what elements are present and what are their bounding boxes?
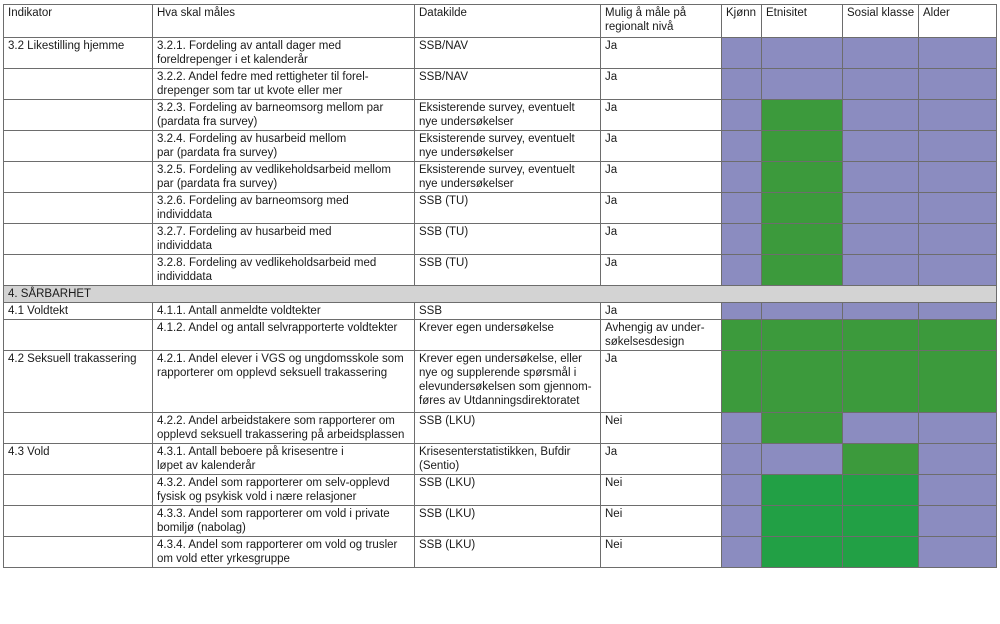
alder-cell <box>919 100 997 131</box>
indikator-cell <box>4 162 153 193</box>
etnisitet-cell <box>762 100 843 131</box>
alder-cell <box>919 320 997 351</box>
etnisitet-cell <box>762 475 843 506</box>
sosial-klasse-cell <box>843 413 919 444</box>
datakilde-cell <box>415 444 601 475</box>
datakilde-cell-line: nye undersøkelser <box>419 116 514 128</box>
etnisitet-cell <box>762 444 843 475</box>
etnisitet-cell <box>762 162 843 193</box>
regional-cell <box>601 255 722 286</box>
sosial-klasse-cell <box>843 100 919 131</box>
datakilde-cell-line: nye undersøkelser <box>419 147 514 159</box>
datakilde-cell-line: Krever egen undersøkelse, eller <box>419 353 582 365</box>
datakilde-cell-line: Eksisterende survey, eventuelt <box>419 133 575 145</box>
hva-skal-males-cell-line: 4.2.1. Andel elever i VGS og ungdomsskole som <box>157 353 404 365</box>
regional-cell-line: Nei <box>605 508 623 520</box>
table-row <box>4 475 997 506</box>
hva-skal-males-cell-line: (pardata fra survey) <box>157 116 258 128</box>
regional-cell <box>601 413 722 444</box>
table-row <box>4 320 997 351</box>
sosial-klasse-cell <box>843 351 919 413</box>
sosial-klasse-cell <box>843 131 919 162</box>
table-header-row <box>4 5 997 38</box>
kjonn-cell <box>722 69 762 100</box>
indikator-cell <box>4 475 153 506</box>
hva-skal-males-cell-line: 4.2.2. Andel arbeidstakere som rapporterer om <box>157 415 395 427</box>
table-row <box>4 537 997 568</box>
etnisitet-cell <box>762 537 843 568</box>
etnisitet-cell <box>762 413 843 444</box>
sosial-klasse-cell <box>843 224 919 255</box>
kjonn-cell <box>722 506 762 537</box>
hva-skal-males-cell <box>153 162 415 193</box>
datakilde-cell-line: (Sentio) <box>419 460 460 472</box>
regional-cell-line: Ja <box>605 40 618 52</box>
indikator-cell <box>4 320 153 351</box>
datakilde-cell <box>415 100 601 131</box>
regional-cell-line: Ja <box>605 102 618 114</box>
alder-cell <box>919 537 997 568</box>
alder-cell <box>919 131 997 162</box>
alder-cell <box>919 506 997 537</box>
sosial-klasse-cell <box>843 475 919 506</box>
alder-cell <box>919 475 997 506</box>
alder-cell <box>919 351 997 413</box>
regional-cell <box>601 100 722 131</box>
datakilde-cell <box>415 255 601 286</box>
regional-cell-line: søkelsesdesign <box>605 336 685 348</box>
sosial-klasse-cell <box>843 320 919 351</box>
alder-cell <box>919 413 997 444</box>
table-row <box>4 351 997 413</box>
header-alder: Alder <box>919 5 997 38</box>
hva-skal-males-cell-line: foreldrepenger i et kalenderår <box>157 54 308 66</box>
hva-skal-males-cell-line: drepenger som tar ut kvote eller mer <box>157 85 343 97</box>
table-row <box>4 193 997 224</box>
hva-skal-males-cell <box>153 38 415 69</box>
datakilde-cell-line: SSB <box>419 305 443 317</box>
table-row <box>4 38 997 69</box>
indikator-cell <box>4 255 153 286</box>
datakilde-cell-line: føres av Utdanningsdirektoratet <box>419 395 580 407</box>
sosial-klasse-cell <box>843 506 919 537</box>
datakilde-cell-line: SSB (LKU) <box>419 508 476 520</box>
datakilde-cell <box>415 506 601 537</box>
alder-cell <box>919 38 997 69</box>
hva-skal-males-cell <box>153 255 415 286</box>
indikator-cell: 3.2 Likestilling hjemme <box>4 38 153 69</box>
regional-cell-line: Ja <box>605 133 618 145</box>
etnisitet-cell <box>762 131 843 162</box>
hva-skal-males-cell-line: 4.3.1. Antall beboere på krisesentre i <box>157 446 344 458</box>
regional-cell <box>601 69 722 100</box>
regional-cell-line: Ja <box>605 226 618 238</box>
hva-skal-males-cell-line: fysisk og psykisk vold i nære relasjoner <box>157 491 357 503</box>
hva-skal-males-cell <box>153 475 415 506</box>
table-body <box>4 38 997 568</box>
hva-skal-males-cell <box>153 351 415 413</box>
indikator-cell <box>4 100 153 131</box>
kjonn-cell <box>722 475 762 506</box>
etnisitet-cell <box>762 506 843 537</box>
hva-skal-males-cell-line: 3.2.8. Fordeling av vedlikeholdsarbeid med <box>157 257 377 269</box>
hva-skal-males-cell <box>153 193 415 224</box>
hva-skal-males-cell-line: 3.2.4. Fordeling av husarbeid mellom <box>157 133 347 145</box>
datakilde-cell <box>415 193 601 224</box>
sosial-klasse-cell <box>843 193 919 224</box>
datakilde-cell-line: elevundersøkelsen som gjennom- <box>419 381 592 393</box>
hva-skal-males-cell-line: 3.2.6. Fordeling av barneomsorg med <box>157 195 349 207</box>
alder-cell <box>919 193 997 224</box>
datakilde-cell <box>415 351 601 413</box>
regional-cell-line: Nei <box>605 477 623 489</box>
datakilde-cell-line: Eksisterende survey, eventuelt <box>419 102 575 114</box>
header-kjonn: Kjønn <box>722 5 762 38</box>
hva-skal-males-cell-line: 4.3.2. Andel som rapporterer om selv-opplevd <box>157 477 390 489</box>
etnisitet-cell <box>762 193 843 224</box>
datakilde-cell <box>415 413 601 444</box>
sosial-klasse-cell <box>843 303 919 320</box>
sosial-klasse-cell <box>843 444 919 475</box>
hva-skal-males-cell <box>153 303 415 320</box>
regional-cell-line: Nei <box>605 415 623 427</box>
regional-cell <box>601 303 722 320</box>
hva-skal-males-cell-line: opplevd seksuell trakassering på arbeidsplassen <box>157 429 405 441</box>
hva-skal-males-cell-line: bomiljø (nabolag) <box>157 522 246 534</box>
kjonn-cell <box>722 255 762 286</box>
hva-skal-males-cell <box>153 100 415 131</box>
kjonn-cell <box>722 162 762 193</box>
table-row <box>4 100 997 131</box>
regional-cell <box>601 38 722 69</box>
sosial-klasse-cell <box>843 38 919 69</box>
regional-cell <box>601 131 722 162</box>
regional-cell-line: Ja <box>605 164 618 176</box>
etnisitet-cell <box>762 38 843 69</box>
etnisitet-cell <box>762 320 843 351</box>
alder-cell <box>919 444 997 475</box>
hva-skal-males-cell <box>153 506 415 537</box>
datakilde-cell <box>415 162 601 193</box>
etnisitet-cell <box>762 224 843 255</box>
kjonn-cell <box>722 303 762 320</box>
hva-skal-males-cell <box>153 444 415 475</box>
section-label: 4. SÅRBARHET <box>4 286 997 303</box>
hva-skal-males-cell-line: individdata <box>157 271 212 283</box>
datakilde-cell-line: SSB (LKU) <box>419 539 476 551</box>
hva-skal-males-cell <box>153 69 415 100</box>
datakilde-cell-line: SSB (TU) <box>419 226 469 238</box>
kjonn-cell <box>722 537 762 568</box>
hva-skal-males-cell-line: 3.2.7. Fordeling av husarbeid med <box>157 226 332 238</box>
indikator-cell <box>4 506 153 537</box>
regional-cell-line: Ja <box>605 71 618 83</box>
header-regionalt-line: regionalt nivå <box>605 21 674 33</box>
sosial-klasse-cell <box>843 162 919 193</box>
hva-skal-males-cell-line: 3.2.1. Fordeling av antall dager med <box>157 40 342 52</box>
datakilde-cell-line: SSB (LKU) <box>419 477 476 489</box>
sosial-klasse-cell <box>843 69 919 100</box>
datakilde-cell-line: nye undersøkelser <box>419 178 514 190</box>
hva-skal-males-cell-line: par (pardata fra survey) <box>157 178 278 190</box>
regional-cell <box>601 320 722 351</box>
indikator-cell <box>4 224 153 255</box>
header-datakilde: Datakilde <box>415 5 601 38</box>
alder-cell <box>919 224 997 255</box>
hva-skal-males-cell-line: 4.1.2. Andel og antall selvrapporterte voldtekter <box>157 322 398 334</box>
datakilde-cell-line: SSB (TU) <box>419 257 469 269</box>
datakilde-cell <box>415 475 601 506</box>
regional-cell <box>601 537 722 568</box>
table-row <box>4 224 997 255</box>
hva-skal-males-cell <box>153 131 415 162</box>
etnisitet-cell <box>762 351 843 413</box>
indikator-cell <box>4 193 153 224</box>
regional-cell-line: Ja <box>605 195 618 207</box>
datakilde-cell-line: SSB/NAV <box>419 71 468 83</box>
alder-cell <box>919 255 997 286</box>
hva-skal-males-cell-line: om vold etter yrkesgruppe <box>157 553 290 565</box>
hva-skal-males-cell-line: 4.3.4. Andel som rapporterer om vold og trusler <box>157 539 398 551</box>
kjonn-cell <box>722 413 762 444</box>
sosial-klasse-cell <box>843 537 919 568</box>
kjonn-cell <box>722 193 762 224</box>
datakilde-cell-line: SSB (LKU) <box>419 415 476 427</box>
kjonn-cell <box>722 351 762 413</box>
table-row <box>4 162 997 193</box>
datakilde-cell-line: nye og supplerende spørsmål i <box>419 367 577 379</box>
kjonn-cell <box>722 131 762 162</box>
indikator-cell <box>4 537 153 568</box>
etnisitet-cell <box>762 69 843 100</box>
section-row <box>4 286 997 303</box>
kjonn-cell <box>722 100 762 131</box>
indikator-cell <box>4 131 153 162</box>
table-row <box>4 131 997 162</box>
regional-cell <box>601 351 722 413</box>
hva-skal-males-cell <box>153 224 415 255</box>
indikator-cell <box>4 69 153 100</box>
datakilde-cell-line: Krever egen undersøkelse <box>419 322 554 334</box>
indicator-table-wrapper <box>3 4 997 568</box>
header-hva-skal-males: Hva skal måles <box>153 5 415 38</box>
regional-cell-line: Ja <box>605 305 618 317</box>
regional-cell <box>601 444 722 475</box>
datakilde-cell <box>415 320 601 351</box>
datakilde-cell <box>415 38 601 69</box>
header-indikator: Indikator <box>4 5 153 38</box>
datakilde-cell <box>415 224 601 255</box>
hva-skal-males-cell <box>153 320 415 351</box>
regional-cell-line: Ja <box>605 446 618 458</box>
alder-cell <box>919 69 997 100</box>
header-regionalt-niva <box>601 5 722 38</box>
alder-cell <box>919 303 997 320</box>
hva-skal-males-cell-line: 4.1.1. Antall anmeldte voldtekter <box>157 305 321 317</box>
indikator-cell: 4.2 Seksuell trakassering <box>4 351 153 413</box>
datakilde-cell-line: Krisesenterstatistikken, Bufdir <box>419 446 571 458</box>
hva-skal-males-cell-line: løpet av kalenderår <box>157 460 256 472</box>
datakilde-cell-line: SSB/NAV <box>419 40 468 52</box>
datakilde-cell <box>415 537 601 568</box>
datakilde-cell-line: Eksisterende survey, eventuelt <box>419 164 575 176</box>
etnisitet-cell <box>762 303 843 320</box>
regional-cell-line: Avhengig av under- <box>605 322 705 334</box>
sosial-klasse-cell <box>843 255 919 286</box>
indikator-cell: 4.1 Voldtekt <box>4 303 153 320</box>
indikator-cell <box>4 413 153 444</box>
table-row <box>4 303 997 320</box>
hva-skal-males-cell-line: rapporterer om opplevd seksuell trakassering <box>157 367 388 379</box>
etnisitet-cell <box>762 255 843 286</box>
alder-cell <box>919 162 997 193</box>
hva-skal-males-cell-line: 4.3.3. Andel som rapporterer om vold i private <box>157 508 390 520</box>
kjonn-cell <box>722 38 762 69</box>
hva-skal-males-cell-line: 3.2.2. Andel fedre med rettigheter til forel- <box>157 71 369 83</box>
regional-cell <box>601 193 722 224</box>
regional-cell <box>601 224 722 255</box>
header-etnisitet: Etnisitet <box>762 5 843 38</box>
regional-cell-line: Ja <box>605 257 618 269</box>
regional-cell <box>601 162 722 193</box>
hva-skal-males-cell-line: individdata <box>157 240 212 252</box>
table-row <box>4 69 997 100</box>
hva-skal-males-cell-line: individdata <box>157 209 212 221</box>
datakilde-cell <box>415 131 601 162</box>
hva-skal-males-cell-line: par (pardata fra survey) <box>157 147 278 159</box>
table-row <box>4 444 997 475</box>
regional-cell-line: Nei <box>605 539 623 551</box>
table-row <box>4 506 997 537</box>
regional-cell-line: Ja <box>605 353 618 365</box>
kjonn-cell <box>722 444 762 475</box>
header-regionalt-line: Mulig å måle på <box>605 7 687 19</box>
datakilde-cell-line: SSB (TU) <box>419 195 469 207</box>
regional-cell <box>601 475 722 506</box>
datakilde-cell <box>415 303 601 320</box>
table-row <box>4 255 997 286</box>
header-sosial-klasse: Sosial klasse <box>843 5 919 38</box>
table-row <box>4 413 997 444</box>
datakilde-cell <box>415 69 601 100</box>
hva-skal-males-cell-line: 3.2.3. Fordeling av barneomsorg mellom par <box>157 102 384 114</box>
kjonn-cell <box>722 320 762 351</box>
kjonn-cell <box>722 224 762 255</box>
hva-skal-males-cell-line: 3.2.5. Fordeling av vedlikeholdsarbeid mellom <box>157 164 391 176</box>
hva-skal-males-cell <box>153 413 415 444</box>
indikator-cell: 4.3 Vold <box>4 444 153 475</box>
regional-cell <box>601 506 722 537</box>
indicator-table <box>3 4 997 568</box>
hva-skal-males-cell <box>153 537 415 568</box>
